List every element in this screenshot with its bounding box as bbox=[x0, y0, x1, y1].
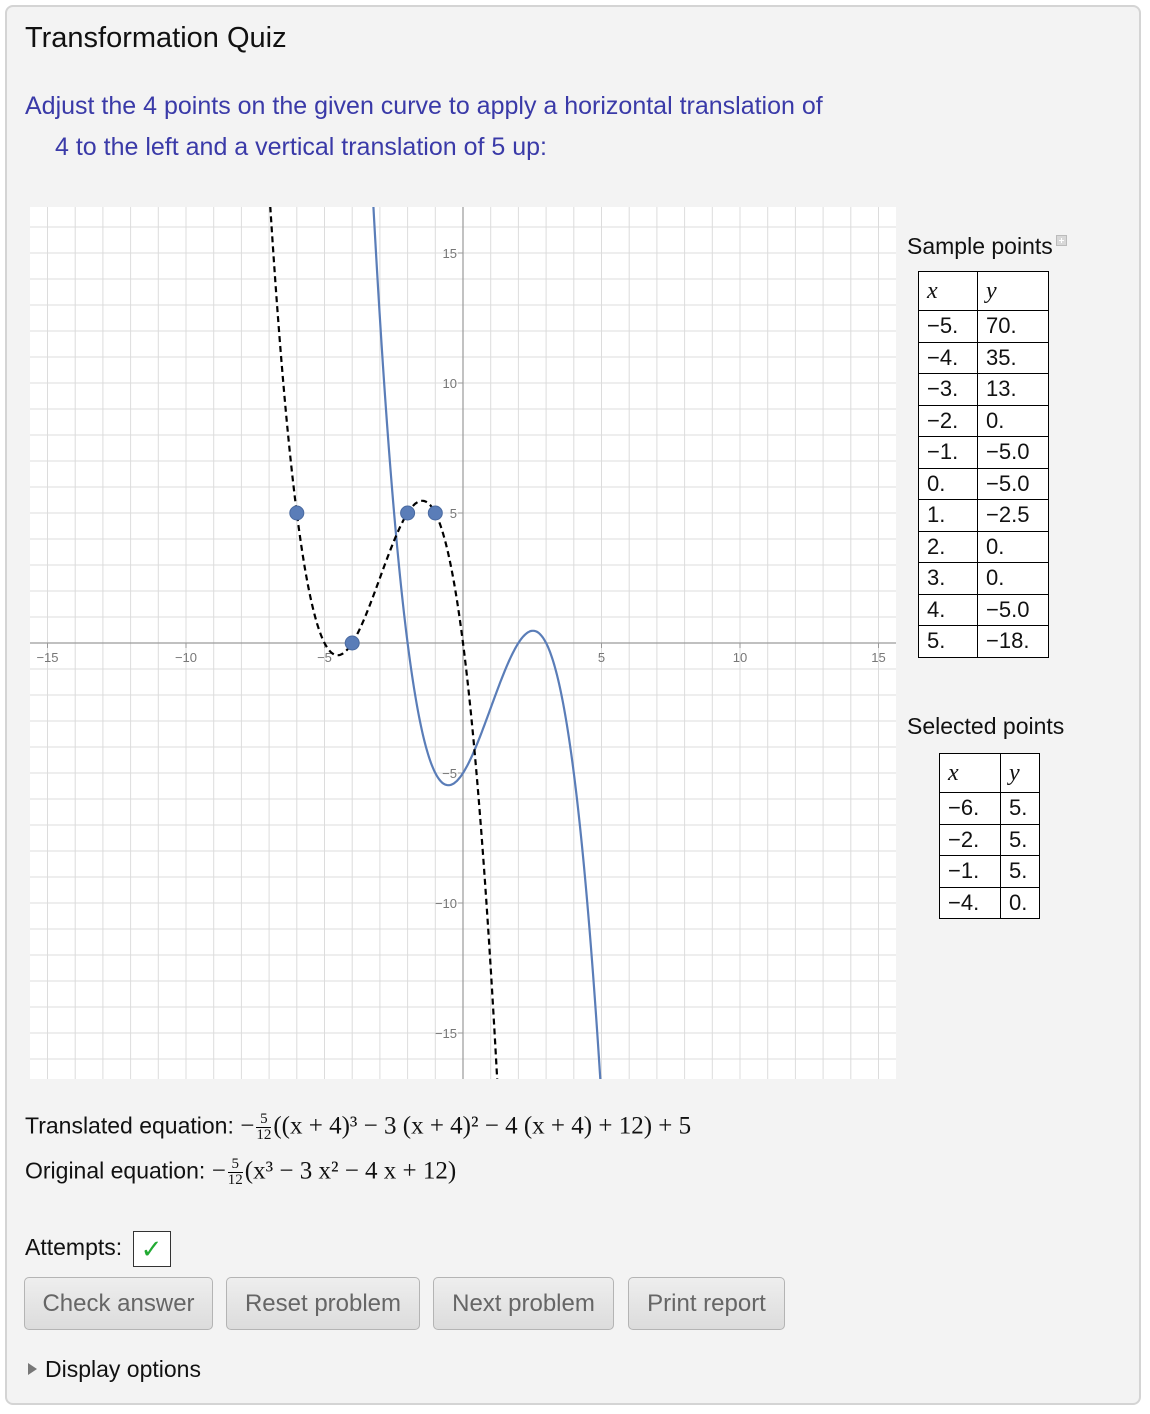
instructions bbox=[25, 86, 925, 168]
sample-y-cell: 70. bbox=[978, 311, 1049, 343]
draggable-point[interactable] bbox=[345, 636, 359, 650]
y-tick-label: 15 bbox=[442, 246, 457, 261]
y-tick-label: −15 bbox=[434, 1026, 457, 1041]
checkmark-icon: ✓ bbox=[133, 1231, 171, 1267]
sample-row bbox=[919, 342, 1049, 374]
x-tick-label: 5 bbox=[597, 650, 606, 665]
sample-x-cell: −1. bbox=[919, 437, 978, 469]
display-options-label: Display options bbox=[45, 1356, 201, 1382]
translated-equation-label: Translated equation: bbox=[25, 1112, 234, 1139]
original-fraction bbox=[228, 1157, 243, 1188]
translated-equation-sign: − bbox=[240, 1112, 255, 1140]
sample-x-cell: 1. bbox=[919, 500, 978, 532]
sample-y-cell: −5.0 bbox=[978, 468, 1049, 500]
sample-x-cell: −5. bbox=[919, 311, 978, 343]
reset-problem-button[interactable]: Reset problem bbox=[226, 1277, 420, 1330]
sample-x-cell: −3. bbox=[919, 374, 978, 406]
sample-x-cell: 5. bbox=[919, 626, 978, 658]
sample-row bbox=[919, 594, 1049, 626]
selected-row bbox=[940, 824, 1040, 856]
sample-row bbox=[919, 437, 1049, 469]
original-equation bbox=[25, 1157, 456, 1188]
sample-y-cell: −5.0 bbox=[978, 437, 1049, 469]
original-fraction-num: 5 bbox=[228, 1157, 243, 1173]
y-tick-label: −5 bbox=[442, 766, 457, 781]
y-tick-label: 10 bbox=[442, 376, 457, 391]
sample-header-y: y bbox=[978, 272, 1049, 311]
selected-y-cell: 5. bbox=[1001, 793, 1040, 825]
selected-points-table bbox=[939, 753, 1040, 919]
next-problem-button[interactable]: Next problem bbox=[433, 1277, 614, 1330]
translated-equation bbox=[25, 1112, 691, 1143]
selected-y-cell: 0. bbox=[1001, 887, 1040, 919]
selected-points-title: Selected points bbox=[907, 713, 1065, 739]
sample-x-cell: 0. bbox=[919, 468, 978, 500]
selected-row bbox=[940, 793, 1040, 825]
original-equation-body: (x³ − 3 x² − 4 x + 12) bbox=[244, 1157, 457, 1185]
selected-x-cell: −4. bbox=[940, 887, 1001, 919]
selected-header-x: x bbox=[940, 754, 1001, 793]
y-tick-label: −10 bbox=[434, 896, 457, 911]
sample-x-cell: 4. bbox=[919, 594, 978, 626]
translated-fraction bbox=[256, 1112, 271, 1143]
attempts bbox=[25, 1231, 171, 1267]
selected-y-cell: 5. bbox=[1001, 824, 1040, 856]
original-equation-sign: − bbox=[211, 1157, 226, 1185]
sample-x-cell: −2. bbox=[919, 405, 978, 437]
page-title: Transformation Quiz bbox=[25, 22, 287, 54]
sample-y-cell: 13. bbox=[978, 374, 1049, 406]
y-tick-label: 5 bbox=[449, 506, 457, 521]
translated-equation-body: ((x + 4)³ − 3 (x + 4)² − 4 (x + 4) + 12) + 5 bbox=[273, 1112, 692, 1140]
sample-y-cell: 0. bbox=[978, 563, 1049, 595]
instructions-line-2: 4 to the left and a vertical translation of 5 up: bbox=[55, 133, 547, 161]
sample-points-title bbox=[907, 233, 1067, 260]
transformation-plot[interactable] bbox=[30, 207, 896, 1079]
translated-fraction-den: 12 bbox=[256, 1127, 272, 1143]
original-equation-label: Original equation: bbox=[25, 1157, 206, 1184]
sample-row bbox=[919, 468, 1049, 500]
sample-y-cell: −5.0 bbox=[978, 594, 1049, 626]
translated-fraction-num: 5 bbox=[256, 1112, 271, 1128]
x-tick-label: −10 bbox=[174, 650, 198, 665]
draggable-point[interactable] bbox=[428, 506, 442, 520]
x-tick-label: 15 bbox=[871, 650, 886, 665]
selected-row bbox=[940, 856, 1040, 888]
sample-row bbox=[919, 311, 1049, 343]
original-fraction-den: 12 bbox=[227, 1172, 243, 1188]
sample-points-title-text: Sample points bbox=[907, 233, 1053, 259]
sample-y-cell: 0. bbox=[978, 531, 1049, 563]
check-answer-button[interactable]: Check answer bbox=[24, 1277, 213, 1330]
sample-y-cell: −2.5 bbox=[978, 500, 1049, 532]
sample-row bbox=[919, 531, 1049, 563]
sample-header-x: x bbox=[919, 272, 978, 311]
sample-points-table bbox=[918, 271, 1049, 658]
sample-row bbox=[919, 626, 1049, 658]
sample-x-cell: −4. bbox=[919, 342, 978, 374]
attempts-label: Attempts: bbox=[25, 1234, 123, 1261]
selected-header-y: y bbox=[1001, 754, 1040, 793]
selected-row bbox=[940, 887, 1040, 919]
x-tick-label: −15 bbox=[36, 650, 59, 665]
sample-row bbox=[919, 563, 1049, 595]
print-report-button[interactable]: Print report bbox=[628, 1277, 785, 1330]
selected-x-cell: −2. bbox=[940, 824, 1001, 856]
sample-y-cell: 0. bbox=[978, 405, 1049, 437]
x-tick-label: 10 bbox=[732, 650, 748, 665]
selected-x-cell: −6. bbox=[940, 793, 1001, 825]
selected-y-cell: 5. bbox=[1001, 856, 1040, 888]
sample-row bbox=[919, 374, 1049, 406]
display-options-toggle[interactable] bbox=[28, 1356, 201, 1383]
draggable-point[interactable] bbox=[401, 506, 415, 520]
sample-row bbox=[919, 500, 1049, 532]
instructions-line-1: Adjust the 4 points on the given curve to apply a horizontal translation of bbox=[25, 92, 823, 120]
sample-y-cell: −18. bbox=[978, 626, 1049, 658]
disclosure-triangle-icon[interactable] bbox=[28, 1363, 37, 1375]
draggable-point[interactable] bbox=[290, 506, 304, 520]
sample-x-cell: 2. bbox=[919, 531, 978, 563]
expand-plus-icon[interactable] bbox=[1056, 235, 1067, 246]
sample-y-cell: 35. bbox=[978, 342, 1049, 374]
sample-row bbox=[919, 405, 1049, 437]
sample-x-cell: 3. bbox=[919, 563, 978, 595]
selected-x-cell: −1. bbox=[940, 856, 1001, 888]
x-tick-label: −5 bbox=[317, 650, 332, 665]
